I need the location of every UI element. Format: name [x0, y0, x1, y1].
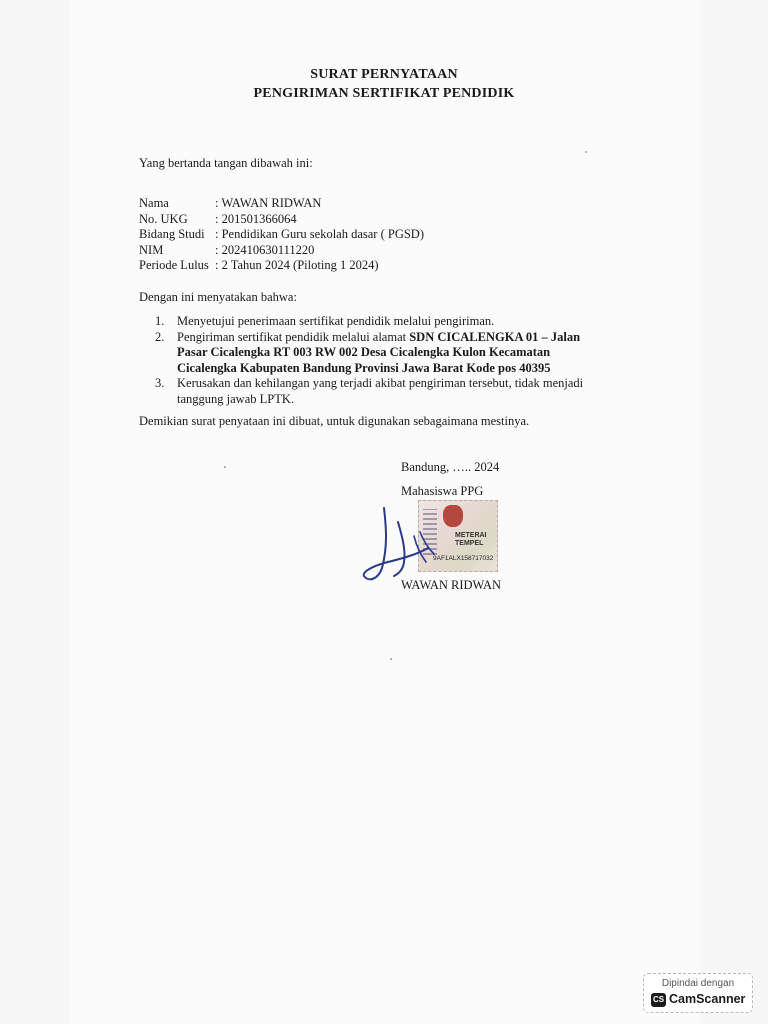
camscanner-logo-icon: CS — [651, 993, 666, 1007]
stamp-label-line1: METERAI — [455, 532, 487, 539]
list-item — [155, 314, 595, 330]
field-value: : 202410630111220 — [215, 242, 315, 257]
statement-intro: Dengan ini menyatakan bahwa: — [139, 290, 297, 304]
document-title: SURAT PERNYATAAN — [310, 67, 458, 82]
stamp-label-line2: TEMPEL — [455, 540, 484, 547]
scan-speck — [390, 658, 392, 660]
field-row-periode-lulus — [139, 258, 424, 274]
intro-text: Yang bertanda tangan dibawah ini: — [139, 156, 313, 170]
list-number: 3. — [155, 376, 165, 390]
statement-list — [155, 314, 595, 407]
document-subtitle: PENGIRIMAN SERTIFIKAT PENDIDIK — [253, 86, 515, 101]
field-row-no-ukg — [139, 212, 424, 228]
scan-speck — [224, 466, 226, 468]
stamp-code: 9AF1ALX158717032 — [433, 555, 494, 562]
badge-caption: Dipindai dengan — [661, 978, 735, 989]
list-item — [155, 330, 595, 377]
field-row-nama — [139, 196, 424, 212]
signer-name: WAWAN RIDWAN — [401, 578, 502, 592]
list-number: 2. — [155, 329, 165, 344]
identity-fields — [139, 196, 424, 274]
scan-speck — [585, 151, 587, 153]
field-label: No. UKG — [139, 211, 188, 226]
list-text: Menyetujui penerimaan sertifikat pendidik melalui pengiriman. — [177, 314, 495, 328]
field-value: : 201501366064 — [215, 211, 297, 226]
list-text: Kerusakan dan kehilangan yang terjadi akibat pengiriman tersebut, tidak menjadi tanggung jawab LPTK. — [177, 376, 584, 406]
field-row-nim — [139, 243, 424, 259]
list-number: 1. — [155, 314, 165, 328]
list-text — [177, 330, 595, 377]
badge-app-name: CamScanner — [669, 992, 746, 1006]
field-label: Periode Lulus — [139, 258, 209, 272]
field-value: : Pendidikan Guru sekolah dasar ( PGSD) — [215, 227, 424, 241]
field-value: : 2 Tahun 2024 (Piloting 1 2024) — [215, 258, 379, 272]
camscanner-badge — [643, 973, 753, 1013]
place-date: Bandung, ….. 2024 — [401, 460, 500, 474]
list-text-plain: Pengiriman sertifikat pendidik melalui alamat — [177, 329, 410, 344]
shipping-address: SDN CICALENGKA 01 – Jalan Pasar Cicalengka RT 003 RW 002 Desa Cicalengka Kulon Kecamatan Cicalengka Kabupaten Bandung Provinsi Jawa Barat Kode pos 40395 — [177, 329, 581, 375]
field-label: NIM — [139, 242, 164, 257]
list-item — [155, 376, 595, 407]
closing-text: Demikian surat penyataan ini dibuat, untuk digunakan sebagaimana mestinya. — [139, 414, 530, 428]
field-label: Bidang Studi — [139, 227, 205, 241]
field-value: : WAWAN RIDWAN — [215, 196, 322, 210]
signer-role: Mahasiswa PPG — [401, 484, 484, 498]
field-label: Nama — [139, 196, 169, 210]
field-row-bidang-studi — [139, 227, 424, 243]
